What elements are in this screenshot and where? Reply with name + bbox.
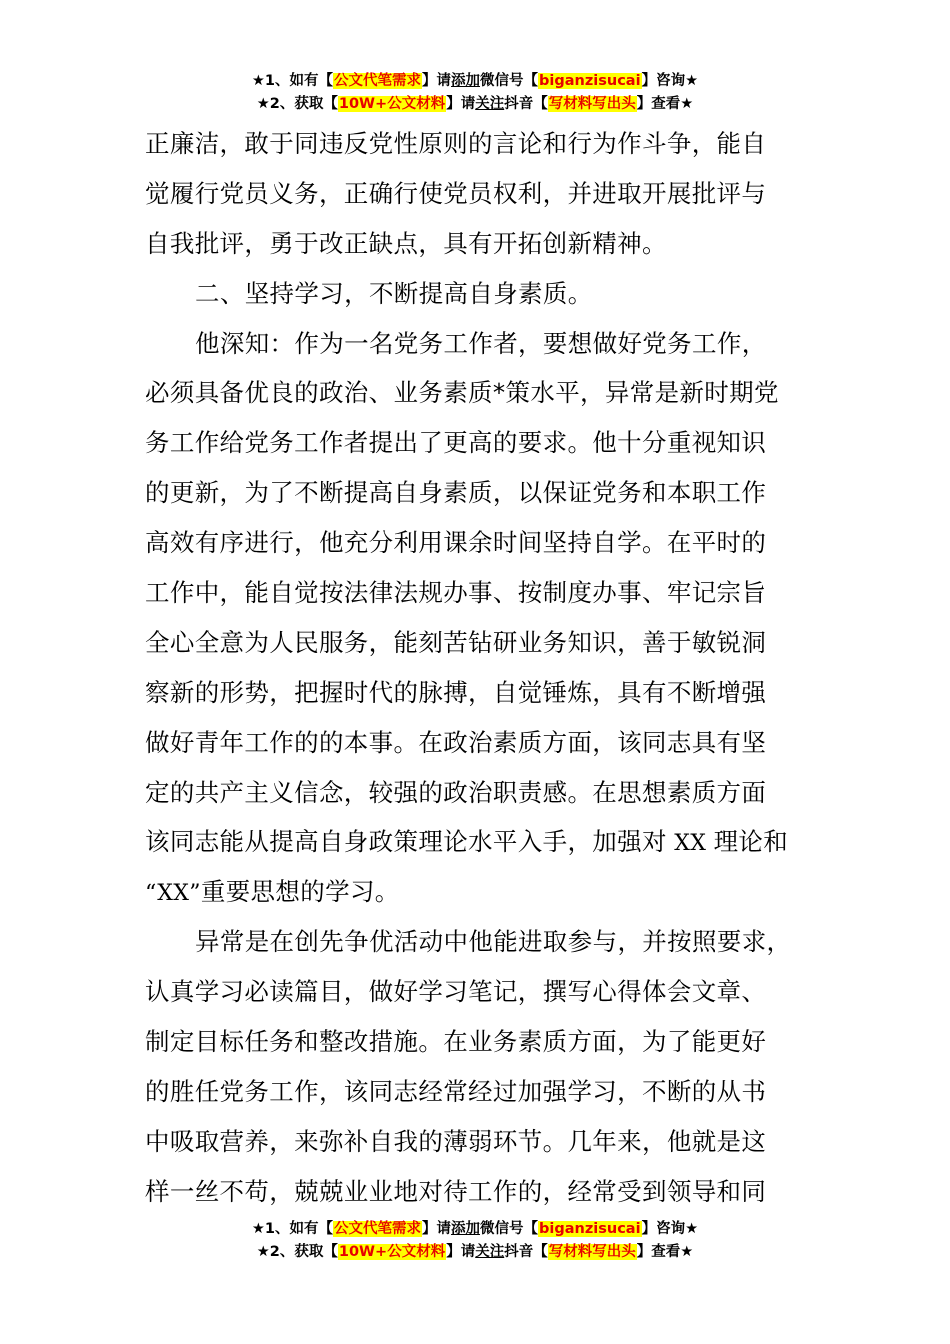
header-banner [0, 70, 950, 116]
text-line: 做好青年工作的的本事。在政治素质方面，该同志具有坚 [145, 727, 767, 757]
highlight-ghostwriting: 公文代笔需求 [334, 73, 422, 89]
banner-line-2: ★2、获取【10W+公文材料】请关注抖音【写材料写出头】查看★ [256, 1244, 694, 1260]
text-line: 必须具备优良的政治、业务素质*策水平，异常是新时期党 [145, 378, 779, 408]
highlight-materials: 10W+公文材料 [338, 96, 446, 112]
highlight-ghostwriting: 公文代笔需求 [334, 1221, 422, 1237]
highlight-douyin: 写材料写出头 [548, 1244, 636, 1260]
text-line: 高效有序进行，他充分利用课余时间坚持自学。在平时的 [145, 528, 767, 558]
text-line: 的胜任党务工作，该同志经常经过加强学习，不断的从书 [145, 1076, 767, 1106]
highlight-douyin: 写材料写出头 [548, 96, 636, 112]
text-line: 自我批评，勇于改正缺点，具有开拓创新精神。 [145, 228, 667, 258]
banner-line-1: ★1、如有【公文代笔需求】请添加微信号【biganzisucai】咨询★ [251, 73, 699, 89]
footer-banner [0, 1218, 950, 1264]
text-line: 认真学习必读篇目，做好学习笔记，撰写心得体会文章、 [145, 977, 767, 1007]
banner-line-1: ★1、如有【公文代笔需求】请添加微信号【biganzisucai】咨询★ [251, 1221, 699, 1237]
text-line: 工作中，能自觉按法律法规办事、按制度办事、牢记宗旨 [145, 578, 767, 608]
highlight-wechat-id: biganzisucai [539, 73, 641, 89]
text-line: 定的共产主义信念，较强的政治职责感。在思想素质方面 [145, 777, 767, 807]
text-line: 他深知：作为一名党务工作者，要想做好党务工作， [195, 328, 767, 358]
text-line: 全心全意为人民服务，能刻苦钻研业务知识，善于敏锐洞 [145, 627, 767, 657]
text-line: “XX”重要思想的学习。 [145, 877, 400, 907]
text-line: 中吸取营养，来弥补自我的薄弱环节。几年来，他就是这 [145, 1126, 767, 1156]
highlight-wechat-id: biganzisucai [539, 1221, 641, 1237]
text-line: 正廉洁，敢于同违反党性原则的言论和行为作斗争，能自 [145, 129, 767, 158]
banner-line-2: ★2、获取【10W+公文材料】请关注抖音【写材料写出头】查看★ [256, 96, 694, 112]
text-line: 该同志能从提高自身政策理论水平入手，加强对 XX 理论和 [145, 827, 789, 857]
text-line: 异常是在创先争优活动中他能进取参与，并按照要求， [195, 927, 792, 957]
text-line: 样一丝不苟，兢兢业业地对待工作的，经常受到领导和同 [145, 1176, 767, 1206]
text-line: 察新的形势，把握时代的脉搏，自觉锤炼，具有不断增强 [145, 677, 767, 707]
text-line: 的更新，为了不断提高自身素质，以保证党务和本职工作 [145, 478, 767, 508]
section-heading: 二、坚持学习，不断提高自身素质。 [195, 278, 593, 308]
document-body [145, 119, 835, 1217]
text-line: 制定目标任务和整改措施。在业务素质方面，为了能更好 [145, 1027, 767, 1057]
highlight-materials: 10W+公文材料 [338, 1244, 446, 1260]
text-line: 务工作给党务工作者提出了更高的要求。他十分重视知识 [145, 428, 767, 458]
text-line: 觉履行党员义务，正确行使党员权利，并进取开展批评与 [145, 178, 767, 208]
